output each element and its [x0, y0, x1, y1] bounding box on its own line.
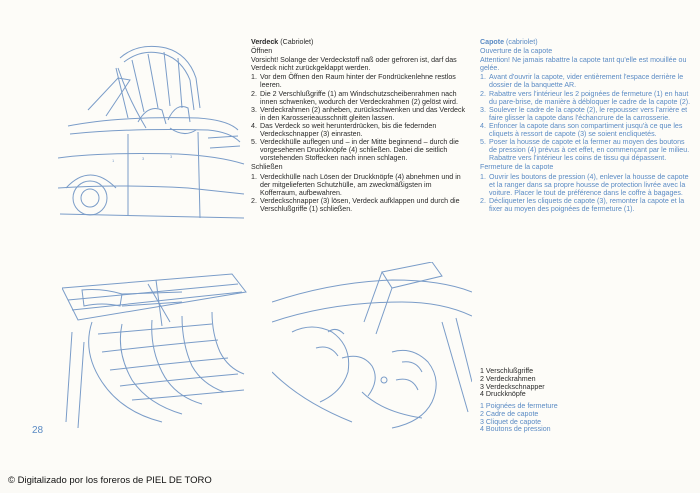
- german-heading: [251, 38, 467, 46]
- list-item: 1. Ouvrir les boutons de pression (4), enlever la housse de capote et la ranger dans sa propre housse de protection livrée avec la voiture. Placer le tout de préférence dans le coffre à bagages.: [480, 172, 689, 197]
- german-legend: [480, 368, 545, 399]
- list-item: 5. Poser la housse de capote et la fermer au moyen des boutons de pression (4) prévus à cet effet, en commençant par le milieu. Rabattre vers l'intérieur les coins de tissu qui dépassent.: [480, 138, 690, 163]
- list-item: 1. Vor dem Öffnen den Raum hinter der Fondrückenlehne restlos leeren.: [251, 73, 456, 90]
- step-text: Soulever le cadre de la capote (2), le repousser vers l'arrière et faire glisser la capote dans l'échancrure de la carrosserie.: [489, 105, 688, 122]
- legend-item: 3 Verdeckschnapper: [480, 382, 545, 391]
- french-title: Capote: [480, 38, 505, 46]
- list-item: 2. Die 2 Verschlußgriffe (1) am Windschutzscheibenrahmen nach innen schwenken, wodurch der Verdeckrahmen (2) gelöst wird.: [251, 89, 458, 106]
- german-open-intro: Vorsicht! Solange der Verdeckstoff naß oder gefroren ist, darf das Verdeck nicht zurückgeklappt werden.: [251, 56, 457, 73]
- french-open-steps: [480, 73, 692, 162]
- german-close-heading: Schließen: [251, 163, 283, 172]
- step-text: Verdeckrahmen (2) anheben, zurückschwenken und das Verdeck in den Karosserieausschnitt gleiten lassen.: [260, 105, 466, 122]
- legend-item: 1 Poignées de fermeture: [480, 402, 558, 410]
- french-open-heading: Ouverture de la capote: [480, 47, 553, 56]
- list-item: 2. Rabattre vers l'intérieur les 2 poignées de fermeture (1) en haut du pare-brise, de manière à débloquer le cadre de la capote (2).: [480, 89, 691, 106]
- legend-item: 2 Verdeckrahmen: [480, 374, 536, 383]
- french-heading: [480, 38, 692, 46]
- step-text: Ouvrir les boutons de pression (4), enlever la housse de capote et la ranger dans sa propre housse de protection livrée avec la voiture. Placer le tout de préférence dans le coffre à bagages.: [489, 172, 689, 197]
- page-number: 28: [32, 425, 44, 436]
- german-close-steps: [251, 173, 467, 213]
- german-text-column: [251, 38, 467, 214]
- hands-fastening-illustration: [272, 262, 472, 432]
- french-title-paren: (cabriolet): [506, 38, 538, 46]
- list-item: 5. Verdeckhülle auflegen und – in der Mitte beginnend – durch die vorgesehenen Druckknöpfe (4) schließen. Dabei die seitlich vorstehenden Stoffecken nach innen schlagen.: [251, 138, 459, 163]
- list-item: 1. Avant d'ouvrir la capote, vider entièrement l'espace derrière le dossier de la banquette AR.: [480, 73, 684, 90]
- legend-item: 4 Druckknöpfe: [480, 390, 526, 399]
- list-item: 1. Verdeckhülle nach Lösen der Druckknöpfe (4) abnehmen und in der mitgelieferten Schutzhülle, am zweckmäßigsten im Kofferraum, aufbewahren.: [251, 172, 461, 197]
- step-text: Poser la housse de capote et la fermer au moyen des boutons de pression (4) prévus à cet effet, en commençant par le milieu. Rabattre vers l'intérieur les coins de tissu qui dépassent.: [489, 138, 690, 163]
- step-text: Avant d'ouvrir la capote, vider entièrement l'espace derrière le dossier de la banquette AR.: [489, 73, 684, 90]
- french-close-heading: Fermeture de la capote: [480, 163, 554, 172]
- step-text: Rabattre vers l'intérieur les 2 poignées de fermeture (1) en haut du pare-brise, de manière à débloquer le cadre de la capote (2).: [489, 89, 691, 106]
- list-item: 2. Verdeckschnapper (3) lösen, Verdeck aufklappen und durch die Verschlußgriffe (1) schließen.: [251, 196, 460, 213]
- step-text: Die 2 Verschlußgriffe (1) am Windschutzscheibenrahmen nach innen schwenken, wodurch der Verdeckrahmen (2) gelöst wird.: [260, 89, 458, 106]
- french-legend: [480, 403, 558, 434]
- step-text: Décliqueter les cliquets de capote (3), remonter la capote et la fixer au moyen des poignées de fermeture (1).: [489, 196, 685, 213]
- german-title: Verdeck: [251, 38, 279, 46]
- list-item: 4. Das Verdeck so weit herunterdrücken, bis die federnden Verdeckschnapper (3) einrasten.: [251, 121, 437, 139]
- french-text-column: [480, 38, 692, 214]
- list-item: 3. Soulever le cadre de la capote (2), le repousser vers l'arrière et faire glisser la capote dans l'échancrure de la carrosserie.: [480, 105, 688, 122]
- svg-text:1: 1: [112, 158, 115, 163]
- german-title-paren: (Cabriolet): [280, 38, 314, 46]
- step-text: Verdeckschnapper (3) lösen, Verdeck aufklappen und durch die Verschlußgriffe (1) schließen.: [260, 196, 460, 213]
- folded-hood-illustration: [62, 272, 247, 432]
- step-text: Verdeckhülle nach Lösen der Druckknöpfe (4) abnehmen und in der mitgelieferten Schutzhülle, am zweckmäßigsten im Kofferraum, aufbewahren.: [260, 172, 461, 197]
- legend-item: 3 Cliquet de capote: [480, 417, 542, 426]
- step-text: Das Verdeck so weit herunterdrücken, bis die federnden Verdeckschnapper (3) einrasten.: [260, 121, 437, 139]
- svg-text:3: 3: [142, 156, 145, 161]
- list-item: 2. Décliqueter les cliquets de capote (3), remonter la capote et la fixer au moyen des poignées de fermeture (1).: [480, 196, 685, 213]
- german-open-heading: Öffnen: [251, 47, 273, 56]
- step-text: Vor dem Öffnen den Raum hinter der Fondrückenlehne restlos leeren.: [260, 73, 456, 90]
- step-text: Enfoncer la capote dans son compartiment jusqu'à ce que les cliquets à ressort de capote (3) se soient encliquetés.: [489, 121, 683, 139]
- german-open-steps: [251, 73, 467, 162]
- legend-item: 1 Verschlußgriffe: [480, 367, 534, 375]
- french-close-steps: [480, 173, 692, 213]
- list-item: 4. Enfoncer la capote dans son compartiment jusqu'à ce que les cliquets à ressort de capote (3) se soient encliquetés.: [480, 121, 683, 139]
- legend-item: 4 Boutons de pression: [480, 425, 551, 434]
- step-text: Verdeckhülle auflegen und – in der Mitte beginnend – durch die vorgesehenen Druckknöpfe (4) schließen. Dabei die seitlich vorstehenden Stoffecken nach innen schlagen.: [260, 138, 459, 163]
- convertible-top-illustration: [58, 38, 248, 233]
- french-open-intro: Attention! Ne jamais rabattre la capote tant qu'elle est mouillée ou gelée.: [480, 56, 687, 73]
- scan-credit-footer: © Digitalizado por los foreros de PIEL DE TORO: [8, 475, 212, 486]
- svg-text:3: 3: [170, 154, 173, 159]
- list-item: 3. Verdeckrahmen (2) anheben, zurückschwenken und das Verdeck in den Karosserieausschnitt gleiten lassen.: [251, 105, 466, 122]
- legend-item: 2 Cadre de capote: [480, 409, 539, 418]
